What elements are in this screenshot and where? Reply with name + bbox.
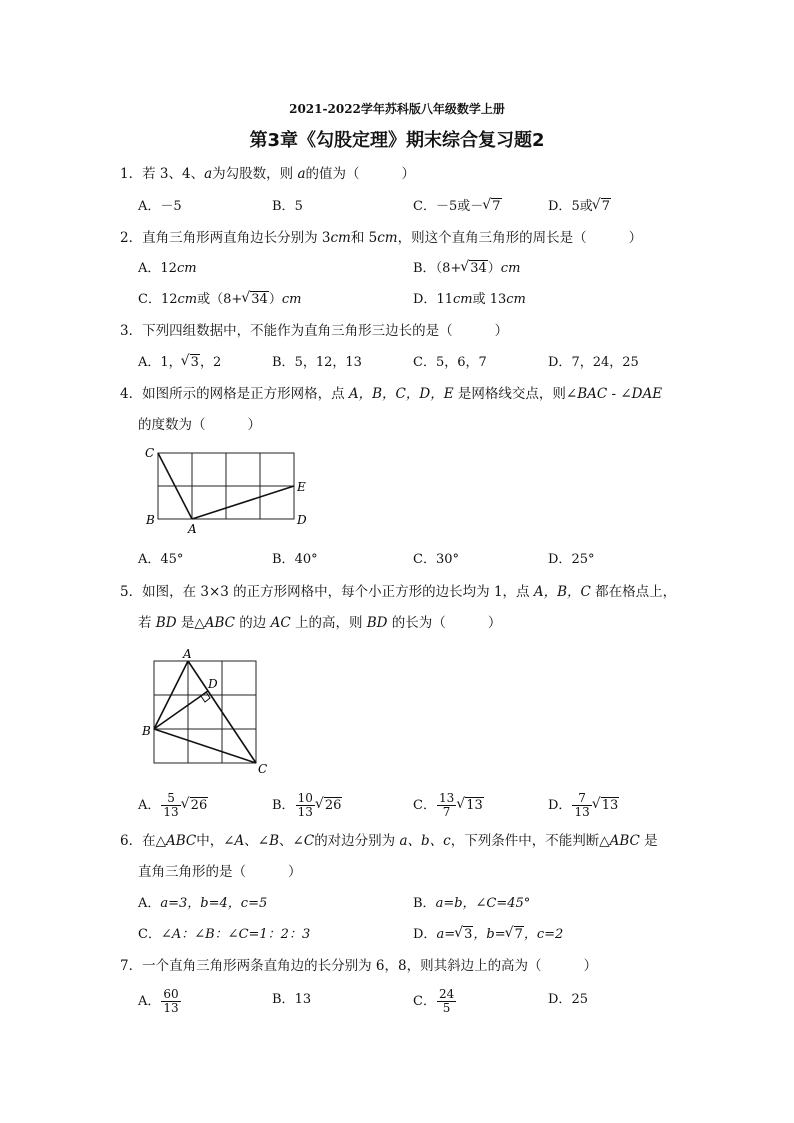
question-3-option-c: C．5，6，7 — [413, 355, 487, 370]
worksheet-title: 第3章《勾股定理》期末综合复习题2 — [249, 130, 545, 151]
question-6-option-d: D．a=√ 3，b=√ 7，c=2 — [413, 926, 563, 944]
question-5-option-c: C． $\frac{13}{7}$ √ 13 — [413, 792, 484, 819]
segment-ae — [192, 486, 294, 519]
question-1-option-c: C．－5或－√ 7 — [413, 198, 502, 216]
point-e-label: E — [297, 480, 306, 494]
question-4-option-b: B．40° — [272, 552, 318, 567]
question-5-stem-line-2: 若 BD 是△ABC 的边 AC 上的高，则 BD 的长为（ ） — [138, 615, 502, 631]
question-6-option-a: A．a=3，b=4，c=5 — [138, 896, 268, 911]
question-4-stem: 4．如图所示的网格是正方形网格，点 A，B，C，D，E 是网格线交点，则∠BAC - ∠DAE — [120, 386, 663, 402]
question-7-option-b: B．13 — [272, 992, 312, 1007]
question-4-stem-line-2: 的度数为（ ） — [138, 417, 261, 433]
point-b-label: B — [146, 513, 155, 527]
question-6-option-b: B．a=b，∠C=45° — [413, 896, 531, 911]
question-4-option-d: D．25° — [548, 552, 595, 567]
question-7-option-a: A． $\frac{60}{13}$ — [138, 987, 179, 1015]
question-1-option-a: A．－5 — [138, 199, 182, 214]
question-5-grid-figure — [138, 644, 272, 778]
question-2-option-c: C．12cm或（8+√ 34）cm — [138, 291, 301, 309]
point-c-label: C — [145, 446, 155, 460]
question-3-option-d: D．7，24，25 — [548, 355, 639, 370]
point-d-label: D — [208, 677, 218, 691]
point-a-label: A — [188, 522, 197, 536]
question-5-option-d: D． $\frac{7}{13}$ √ 13 — [548, 792, 619, 819]
point-a-label: A — [183, 647, 192, 661]
question-6-option-c: C．∠A：∠B：∠C=1：2：3 — [138, 927, 311, 942]
question-4-option-a: A．45° — [138, 552, 184, 567]
question-2-option-a: A．12cm — [138, 261, 197, 276]
question-4-option-c: C．30° — [413, 552, 459, 567]
question-2-option-b: B．（8+√ 34）cm — [413, 260, 520, 278]
question-7-stem: 7．一个直角三角形两条直角边的长分别为 6，8，则其斜边上的高为（ ） — [120, 958, 598, 974]
question-3-stem: 3．下列四组数据中，不能作为直角三角形三边长的是（ ） — [120, 323, 509, 339]
question-6-stem: 6．在△ABC中，∠A、∠B、∠C的对边分别为 a、b、c，下列条件中，不能判断△ABC 是 — [120, 833, 658, 849]
point-c-label: C — [258, 762, 268, 776]
question-7-option-c: C． $\frac{24}{5}$ — [413, 987, 455, 1015]
question-2-stem: 2．直角三角形两直角边长分别为 3cm和 5cm，则这个直角三角形的周长是（ ） — [120, 230, 643, 246]
question-4-grid-figure — [140, 444, 315, 536]
worksheet-subtitle: 2021-2022学年苏科版八年级数学上册 — [289, 102, 505, 116]
point-b-label: B — [142, 724, 151, 738]
segment-bc — [154, 729, 256, 763]
question-3-option-a: A．1，√ 3，2 — [138, 354, 221, 372]
question-5-stem: 5．如图，在 3×3 的正方形网格中，每个小正方形的边长均为 1，点 A，B，C 都在格点上， — [120, 584, 677, 600]
point-d-label: D — [297, 513, 307, 527]
grid-border — [154, 661, 256, 763]
question-2-option-d: D．11cm或 13cm — [413, 292, 526, 307]
question-1-stem: 1．若 3、4、a为勾股数，则 a的值为（ ） — [120, 166, 415, 182]
question-1-option-b: B．5 — [272, 199, 303, 214]
question-5-option-b: B． $\frac{10}{13}$ √ 26 — [272, 792, 342, 819]
segment-bd — [154, 691, 208, 729]
question-5-option-a: A． $\frac{5}{13}$ √ 26 — [138, 792, 208, 819]
question-7-option-d: D．25 — [548, 992, 588, 1007]
question-1-option-d: D．5或√ 7 — [548, 198, 611, 216]
question-6-stem-line-2: 直角三角形的是（ ） — [138, 864, 302, 880]
question-3-option-b: B．5，12，13 — [272, 355, 362, 370]
